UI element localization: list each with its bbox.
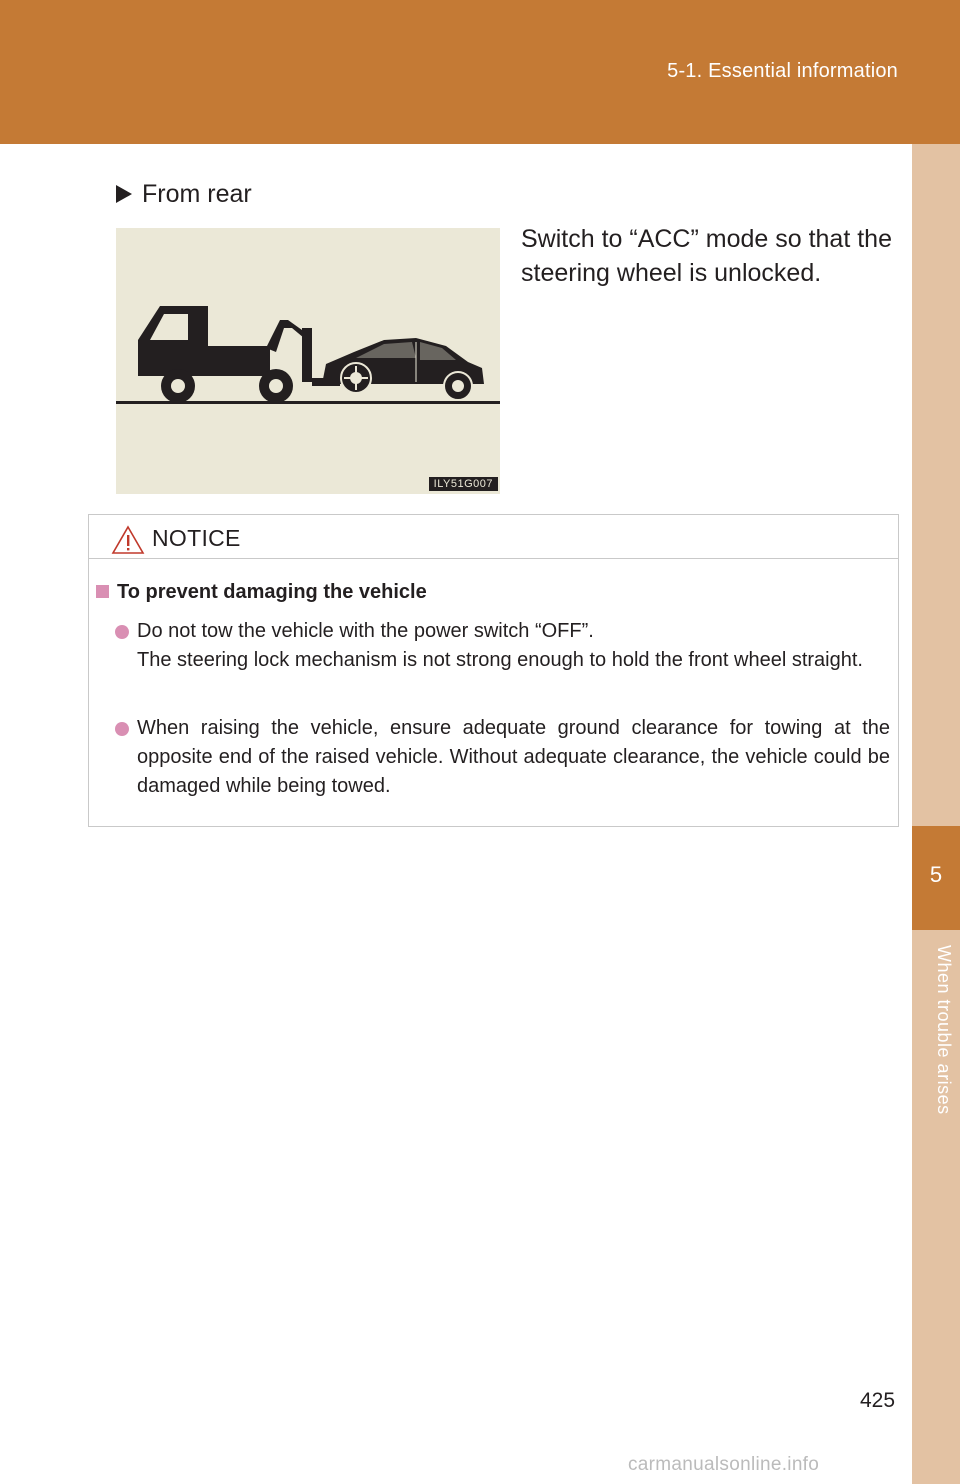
watermark: carmanualsonline.info [628,1454,820,1475]
chapter-title: When trouble arises [934,945,954,1115]
instruction-text: Switch to “ACC” mode so that the steering wheel is unlocked. [521,225,892,287]
notice-title: NOTICE [152,525,241,551]
chapter-number: 5 [929,862,943,887]
page-number: 425 [860,1389,896,1412]
bullet-dot-icon [115,722,129,736]
notice-box [88,514,899,827]
square-bullet-icon [96,585,109,598]
side-strip [912,144,960,1484]
notice-subtitle-text: To prevent damaging the vehicle [117,581,427,603]
notice-item-line: Do not tow the vehicle with the power switch “OFF”. [137,620,594,642]
tow-truck-car-image [116,228,500,494]
notice-item-detail: The steering lock mechanism is not strong enough to hold the front wheel straight. [137,649,863,671]
notice-subtitle [96,581,427,604]
bullet-dot-icon [115,625,129,639]
section-title: 5-1. Essential information [667,60,898,82]
subheading [116,180,252,209]
notice-item [115,617,890,675]
figure-code: ILY51G007 [429,477,498,491]
towing-illustration [116,228,500,494]
subheading-text: From rear [142,180,252,208]
notice-header [89,515,898,559]
arrow-right-icon [116,185,132,203]
warning-triangle-icon [111,525,145,555]
notice-item [115,714,890,801]
notice-item-line: When raising the vehicle, ensure adequate ground clearance for towing at the opposite end of the raised vehicle. Without adequate clearance, the vehicle could be damaged while being towed. [137,717,890,797]
